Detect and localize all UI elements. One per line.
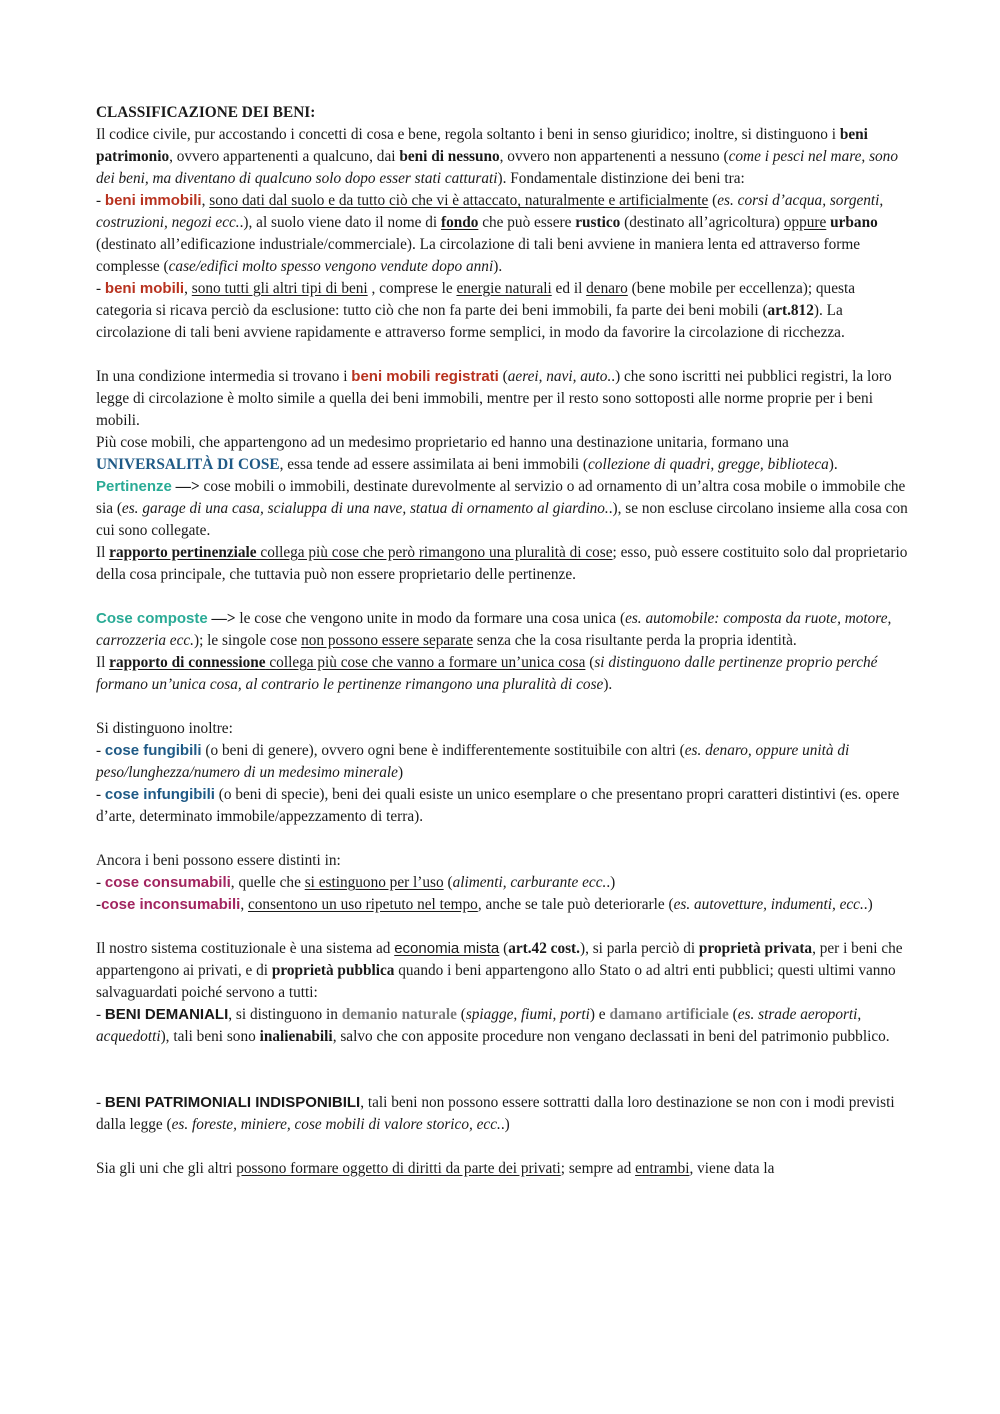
immobili-paragraph (96, 190, 908, 278)
term-beni-patrimonio: beni patrimonio (96, 126, 868, 165)
article-reference: art.42 cost. (508, 940, 580, 957)
text: In una condizione intermedia si trovano i (96, 368, 352, 385)
text: Più cose mobili, che appartengono ad un medesimo proprietario ed hanno una destinazione unitaria, formano una (96, 434, 789, 451)
term-rapporto-pertinenziale: rapporto pertinenziale (109, 544, 257, 561)
term-beni-mobili: beni mobili (104, 280, 185, 297)
dash: - (96, 1094, 105, 1111)
example-text: si distinguono dalle pertinenze proprio perché formano un’unica cosa, al contrario le pertinenze rimangono una pluralità di cose (96, 654, 878, 693)
text: .) che sono iscritti nei pubblici registri, la loro legge di circolazione è molto simile a quella dei beni immobili, mentre per il resto sono sottoposti alle norme proprie per i beni mobili. (96, 368, 892, 429)
text: ) e (589, 1006, 610, 1023)
term-cose-fungibili: cose fungibili (104, 742, 202, 759)
dash: - (96, 874, 105, 891)
text: , si distinguono in (228, 1006, 342, 1023)
example-text: es. denaro, oppure unità di peso/lunghezza/numero di un medesimo minerale (96, 742, 850, 781)
term-cose-inconsumabili: cose inconsumabili (101, 896, 241, 913)
text: ; esso, può essere costituito solo dal proprietario della cosa principale, che tuttavia può non essere proprietario delle pertinenze. (96, 544, 908, 583)
text: , anche se tale può deteriorarle ( (477, 896, 674, 913)
text: .) (863, 896, 873, 913)
text: ). La circolazione di tali beni avviene rapidamente e attraverso forme semplici, in modo da favorire la circolazione di ricchezza. (96, 302, 845, 341)
text: Il (96, 544, 110, 561)
pertinenze-paragraph (96, 476, 908, 542)
term-economia-mista: economia mista (394, 940, 500, 957)
term-fondo: fondo (440, 214, 479, 231)
text: (destinato all’agricoltura) (620, 214, 784, 231)
definition-underlined: sono tutti gli altri tipi di beni (191, 280, 368, 297)
arrow: —> (207, 610, 240, 627)
text: (o beni di genere), ovvero ogni bene è indifferentemente sostituibile con altri ( (201, 742, 685, 759)
text: ), si parla perciò di (579, 940, 699, 957)
mobili-paragraph (96, 278, 908, 344)
text: le cose che vengono unite in modo da formare una cosa unica ( (239, 610, 626, 627)
example-text: es. corsi d’acqua, sorgenti, costruzioni, negozi ecc. (96, 192, 884, 231)
text: , comprese le (367, 280, 457, 297)
text: quando i beni appartengono allo Stato o ad altri enti pubblici; questi ultimi vanno salvaguardati poiché servono a tutti: (96, 962, 896, 1001)
text: ; sempre ad (560, 1160, 636, 1177)
text: , salvo che con apposite procedure non vengano declassati in beni del patrimonio pubblico. (332, 1028, 890, 1045)
term-proprieta-privata: proprietà privata (698, 940, 813, 957)
text: Il nostro sistema costituzionale è una sistema ad (96, 940, 395, 957)
term-demanio-artificiale: damano artificiale (609, 1006, 729, 1023)
example-text: spiagge, fiumi, porti (465, 1006, 590, 1023)
rapporto-pertinenziale-paragraph (96, 542, 908, 586)
text: ( (456, 1006, 466, 1023)
text: ( (498, 368, 508, 385)
fungibili-item (96, 740, 908, 784)
underlined-text: non possono essere separate (301, 632, 474, 649)
text: .), se non escluse circolano insieme alla cosa con cui sono collegate. (96, 500, 908, 539)
text: cose mobili o immobili, destinate durevolmente al servizio o ad ornamento di un’altra cosa mobile o immobile che sia ( (96, 478, 906, 517)
underlined-text: consentono un uso ripetuto nel tempo (247, 896, 478, 913)
text: , tali beni non possono essere sottratti dalla loro destinazione se non con i modi previsti dalla legge ( (96, 1094, 895, 1133)
intro-paragraph (96, 124, 908, 190)
universalita-paragraph (96, 432, 908, 476)
dash: - (96, 280, 105, 297)
text: ). (828, 456, 838, 473)
text: ). (603, 676, 613, 693)
text: (bene mobile per eccellenza); questa categoria si ricava perciò da esclusione: tutto ciò che non fa parte dei beni immobili, fa parte dei beni mobili ( (96, 280, 855, 319)
underlined-text: collega più cose che però rimangono una pluralità di cose (256, 544, 613, 561)
example-text: alimenti, carburante ecc. (452, 874, 607, 891)
text: .) (606, 874, 616, 891)
dash: - (96, 896, 102, 913)
text: ( (585, 654, 595, 671)
inconsumabili-item (96, 894, 908, 916)
term-cose-composte: Cose composte (96, 610, 208, 627)
dash: - (96, 1006, 105, 1023)
dash: - (96, 742, 105, 759)
text: , per i beni che appartengono ai privati, e di (96, 940, 903, 979)
infungibili-item (96, 784, 908, 828)
example-text: es. strade aeroporti, acquedotti (96, 1006, 862, 1045)
term-beni-mobili-registrati: beni mobili registrati (351, 368, 499, 385)
example-text: collezione di quadri, gregge, biblioteca (588, 456, 829, 473)
registrati-paragraph (96, 366, 908, 432)
text: Il codice civile, pur accostando i concetti di cosa e bene, regola soltanto i beni in senso giuridico; inoltre, si distinguono i (96, 126, 840, 143)
underlined-text: entrambi (635, 1160, 690, 1177)
text: ( (728, 1006, 738, 1023)
text: , (240, 896, 248, 913)
term-universalita-di-cose: UNIVERSALITÀ DI COSE (96, 456, 280, 473)
consumabili-item (96, 872, 908, 894)
term-inalienabili: inalienabili (259, 1028, 333, 1045)
term-pertinenze: Pertinenze (96, 478, 172, 495)
underlined-text: possono formare oggetto di diritti da parte dei privati (236, 1160, 561, 1177)
term-cose-consumabili: cose consumabili (104, 874, 231, 891)
text: , (201, 192, 210, 209)
term-rustico: rustico (575, 214, 621, 231)
demaniali-paragraph (96, 1004, 908, 1048)
text: ). Fondamentale distinzione dei beni tra: (497, 170, 745, 187)
text: , ovvero appartenenti a qualcuno, dai (169, 148, 400, 165)
document-title: CLASSIFICAZIONE DEI BENI: (96, 104, 316, 121)
text: .), al suolo viene dato il nome di (239, 214, 441, 231)
final-paragraph (96, 1158, 908, 1180)
underlined-text: si estinguono per l’uso (304, 874, 444, 891)
document-page (96, 102, 908, 1180)
text: ) (397, 764, 404, 781)
underlined-text: collega più cose che vanno a formare un’unica cosa (265, 654, 586, 671)
fungibili-lead: Si distinguono inoltre: (96, 720, 233, 737)
text: ), tali beni sono (160, 1028, 260, 1045)
underlined-text: denaro (586, 280, 628, 297)
example-text: aerei, navi, auto. (507, 368, 612, 385)
text: che può essere (478, 214, 576, 231)
example-text: es. foreste, miniere, cose mobili di valore storico, ecc. (171, 1116, 501, 1133)
example-text: es. automobile: composta da ruote, motore, carrozzeria ecc. (96, 610, 892, 649)
text: ( (499, 940, 509, 957)
text: ); le singole cose (194, 632, 302, 649)
indisponibili-paragraph (96, 1092, 908, 1136)
text: ( (443, 874, 453, 891)
example-text: es. garage di una casa, scialuppa di una nave, statua di ornamento al giardino. (121, 500, 609, 517)
term-beni-immobili: beni immobili (104, 192, 202, 209)
text: , ovvero non appartenenti a nessuno ( (499, 148, 729, 165)
text: , (184, 280, 192, 297)
term-rapporto-di-connessione: rapporto di connessione (109, 654, 266, 671)
example-text: es. autovetture, indumenti, ecc. (673, 896, 864, 913)
underlined-text: oppure (783, 214, 827, 231)
text: ( (708, 192, 718, 209)
text: , essa tende ad essere assimilata ai beni immobili ( (279, 456, 589, 473)
definition-underlined: sono dati dal suolo e da tutto ciò che vi è attaccato, naturalmente e artificialmente (209, 192, 709, 209)
dash: - (96, 192, 105, 209)
text: Sia gli uni che gli altri (96, 1160, 237, 1177)
text: , viene data la (689, 1160, 775, 1177)
text: (destinato all’edificazione industriale/commerciale). La circolazione di tali beni avviene in maniera lenta ed attraverso forme complesse ( (96, 236, 861, 275)
example-text: come i pesci nel mare, sono dei beni, ma diventano di qualcuno solo dopo esser stati catturati (96, 148, 898, 187)
term-cose-infungibili: cose infungibili (104, 786, 215, 803)
arrow: —> (171, 478, 204, 495)
term-demanio-naturale: demanio naturale (341, 1006, 457, 1023)
term-proprieta-pubblica: proprietà pubblica (271, 962, 395, 979)
sistema-paragraph (96, 938, 908, 1004)
text: (o beni di specie), beni dei quali esiste un unico esemplare o che presentano propri caratteri distintivi (es. opere d’arte, determinato immobile/appezzamento di terra). (96, 786, 900, 825)
example-text: case/edifici molto spesso vengono vendute dopo anni (168, 258, 494, 275)
underlined-text: energie naturali (456, 280, 552, 297)
cose-composte-paragraph (96, 608, 908, 652)
term-beni-di-nessuno: beni di nessuno (399, 148, 500, 165)
term-urbano: urbano (830, 214, 878, 231)
rapporto-connessione-paragraph (96, 652, 908, 696)
text: , quelle che (230, 874, 305, 891)
text: senza che la cosa risultante perda la propria identità. (473, 632, 797, 649)
text: .) (500, 1116, 510, 1133)
article-reference: art.812 (767, 302, 814, 319)
text: ). (493, 258, 503, 275)
term-beni-patrimoniali-indisponibili: BENI PATRIMONIALI INDISPONIBILI (104, 1094, 361, 1111)
dash: - (96, 786, 105, 803)
text: ed il (551, 280, 587, 297)
text: Il (96, 654, 110, 671)
term-beni-demaniali: BENI DEMANIALI (104, 1006, 229, 1023)
consumabili-lead: Ancora i beni possono essere distinti in: (96, 852, 341, 869)
